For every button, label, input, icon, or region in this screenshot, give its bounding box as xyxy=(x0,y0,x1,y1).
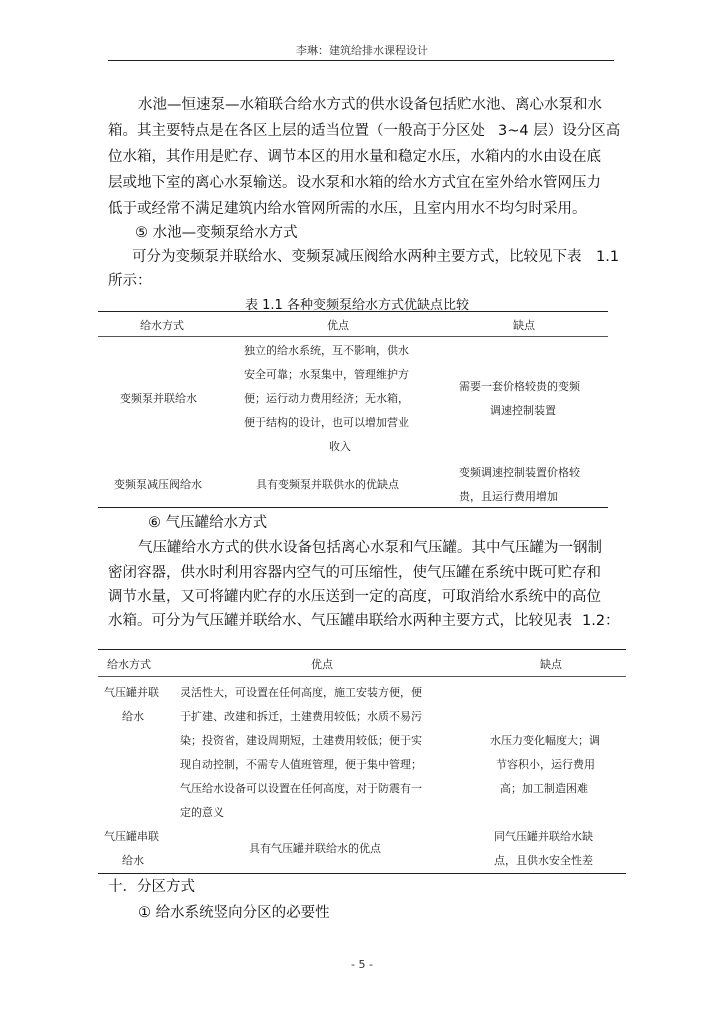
section-heading: ⑥ 气压罐给水方式 xyxy=(148,515,268,531)
subsection-heading: ① 给水系统竖向分区的必要性 xyxy=(138,905,330,921)
table-header-rule xyxy=(98,336,608,337)
table-reference: 1.2： xyxy=(582,613,620,629)
table-bottom-rule xyxy=(98,507,608,508)
paragraph-line: 3~4 层）设分区高 xyxy=(498,123,621,139)
paragraph-line: 低于或经常不满足建筑内给水管网所需的水压，且室内用水不均匀时采用。 xyxy=(108,201,587,217)
table-top-rule xyxy=(98,311,608,312)
table-cell-method-line: 气压罐串联 xyxy=(104,830,159,843)
table-cell-pros-line: 便；运行动力费用经济；无水箱， xyxy=(244,392,409,405)
table-cell-cons-line: 需要一套价格较贵的变频 xyxy=(459,380,580,393)
table-cell-pros-line: 染；投资省，建设周期短，土建费用较低；便于实 xyxy=(180,734,422,747)
table-cell-pros-line: 于扩建、改建和拆迁，土建费用较低；水质不易污 xyxy=(180,710,422,723)
table-cell-pros-line: 便于结构的设计，也可以增加营业 xyxy=(244,416,409,429)
table-cell-pros-line: 灵活性大，可设置在任何高度，施工安装方便，便 xyxy=(180,686,422,699)
paragraph-line: 箱。其主要特点是在各区上层的适当位置（一般高于分区处 xyxy=(108,123,485,139)
paragraph-line: 水池—恒速泵—水箱联合给水方式的供水设备包括贮水池、离心水泵和水 xyxy=(138,97,602,113)
table-header-cell: 优点 xyxy=(311,658,333,671)
table-cell-cons-line: 节容积小，运行费用 xyxy=(496,758,595,771)
section-heading: 十．分区方式 xyxy=(108,879,195,895)
table-cell-method: 变频泵并联给水 xyxy=(120,392,197,405)
table-cell-cons-line: 高；加工制造困难 xyxy=(500,782,588,795)
paragraph-line: 水箱。可分为气压罐并联给水、气压罐串联给水两种主要方式，比较见表 xyxy=(108,613,572,629)
paragraph-line: 所示： xyxy=(108,273,152,289)
table-cell-pros-line: 气压给水设备可以设置在任何高度，对于防震有一 xyxy=(180,782,422,795)
table-cell-pros: 具有变频泵并联供水的优缺点 xyxy=(256,478,399,491)
table-cell-pros-line: 独立的给水系统，互不影响，供水 xyxy=(244,344,409,357)
paragraph-line: 可分为变频泵并联给水、变频泵减压阀给水两种主要方式，比较见下表 xyxy=(132,249,582,265)
table-top-rule xyxy=(98,649,626,650)
table-header-cell: 给水方式 xyxy=(107,658,151,671)
table-cell-cons-line: 变频调速控制装置价格较 xyxy=(459,466,580,479)
table-caption: 表 1.1 各种变频泵给水方式优缺点比较 xyxy=(245,298,469,313)
paragraph-line: 位水箱，其作用是贮存、调节本区的用水量和稳定水压，水箱内的水由设在底 xyxy=(108,149,601,165)
paragraph-line: 气压罐给水方式的供水设备包括离心水泵和气压罐。其中气压罐为一钢制 xyxy=(138,540,602,556)
table-header-cell: 给水方式 xyxy=(140,319,184,332)
table-cell-cons-line: 贵，且运行费用增加 xyxy=(459,490,558,503)
running-header: 李琳：建筑给排水课程设计 xyxy=(296,44,428,57)
table-header-rule xyxy=(98,676,626,677)
table-cell-pros-line: 定的意义 xyxy=(180,806,224,819)
header-rule xyxy=(108,60,614,61)
table-cell-cons-line: 点，且供水安全性差 xyxy=(494,854,593,867)
table-cell-cons-line: 调速控制装置 xyxy=(490,404,556,417)
paragraph-line: 调节水量，又可将罐内贮存的水压送到一定的高度，可取消给水系统中的高位 xyxy=(108,589,601,605)
section-heading: ⑤ 水池—变频泵给水方式 xyxy=(135,225,298,241)
paragraph-line: 密闭容器，供水时利用容器内空气的可压缩性，使气压罐在系统中既可贮存和 xyxy=(108,565,601,581)
table-cell-pros-line: 收入 xyxy=(329,440,351,453)
table-cell-cons-line: 水压力变化幅度大；调 xyxy=(490,734,600,747)
page-number: - 5 - xyxy=(351,958,373,971)
paragraph-line: 层或地下室的离心水泵输送。设水泵和水箱的给水方式宜在室外给水管网压力 xyxy=(108,175,601,191)
table-reference: 1.1 xyxy=(596,249,620,265)
table-cell-method-line: 气压罐并联 xyxy=(104,686,159,699)
table-cell-cons-line: 同气压罐并联给水缺 xyxy=(494,830,593,843)
table-cell-method-line: 给水 xyxy=(122,854,144,867)
table-header-cell: 缺点 xyxy=(540,658,562,671)
table-cell-pros-line: 安全可靠；水泵集中，管理维护方 xyxy=(244,368,409,381)
table-cell-pros: 具有气压罐并联给水的优点 xyxy=(249,842,381,855)
table-cell-method-line: 给水 xyxy=(122,710,144,723)
table-header-cell: 优点 xyxy=(327,319,349,332)
table-header-cell: 缺点 xyxy=(513,319,535,332)
table-cell-method: 变频泵减压阀给水 xyxy=(114,478,202,491)
table-cell-pros-line: 现自动控制，不需专人值班管理，便于集中管理； xyxy=(180,758,422,771)
